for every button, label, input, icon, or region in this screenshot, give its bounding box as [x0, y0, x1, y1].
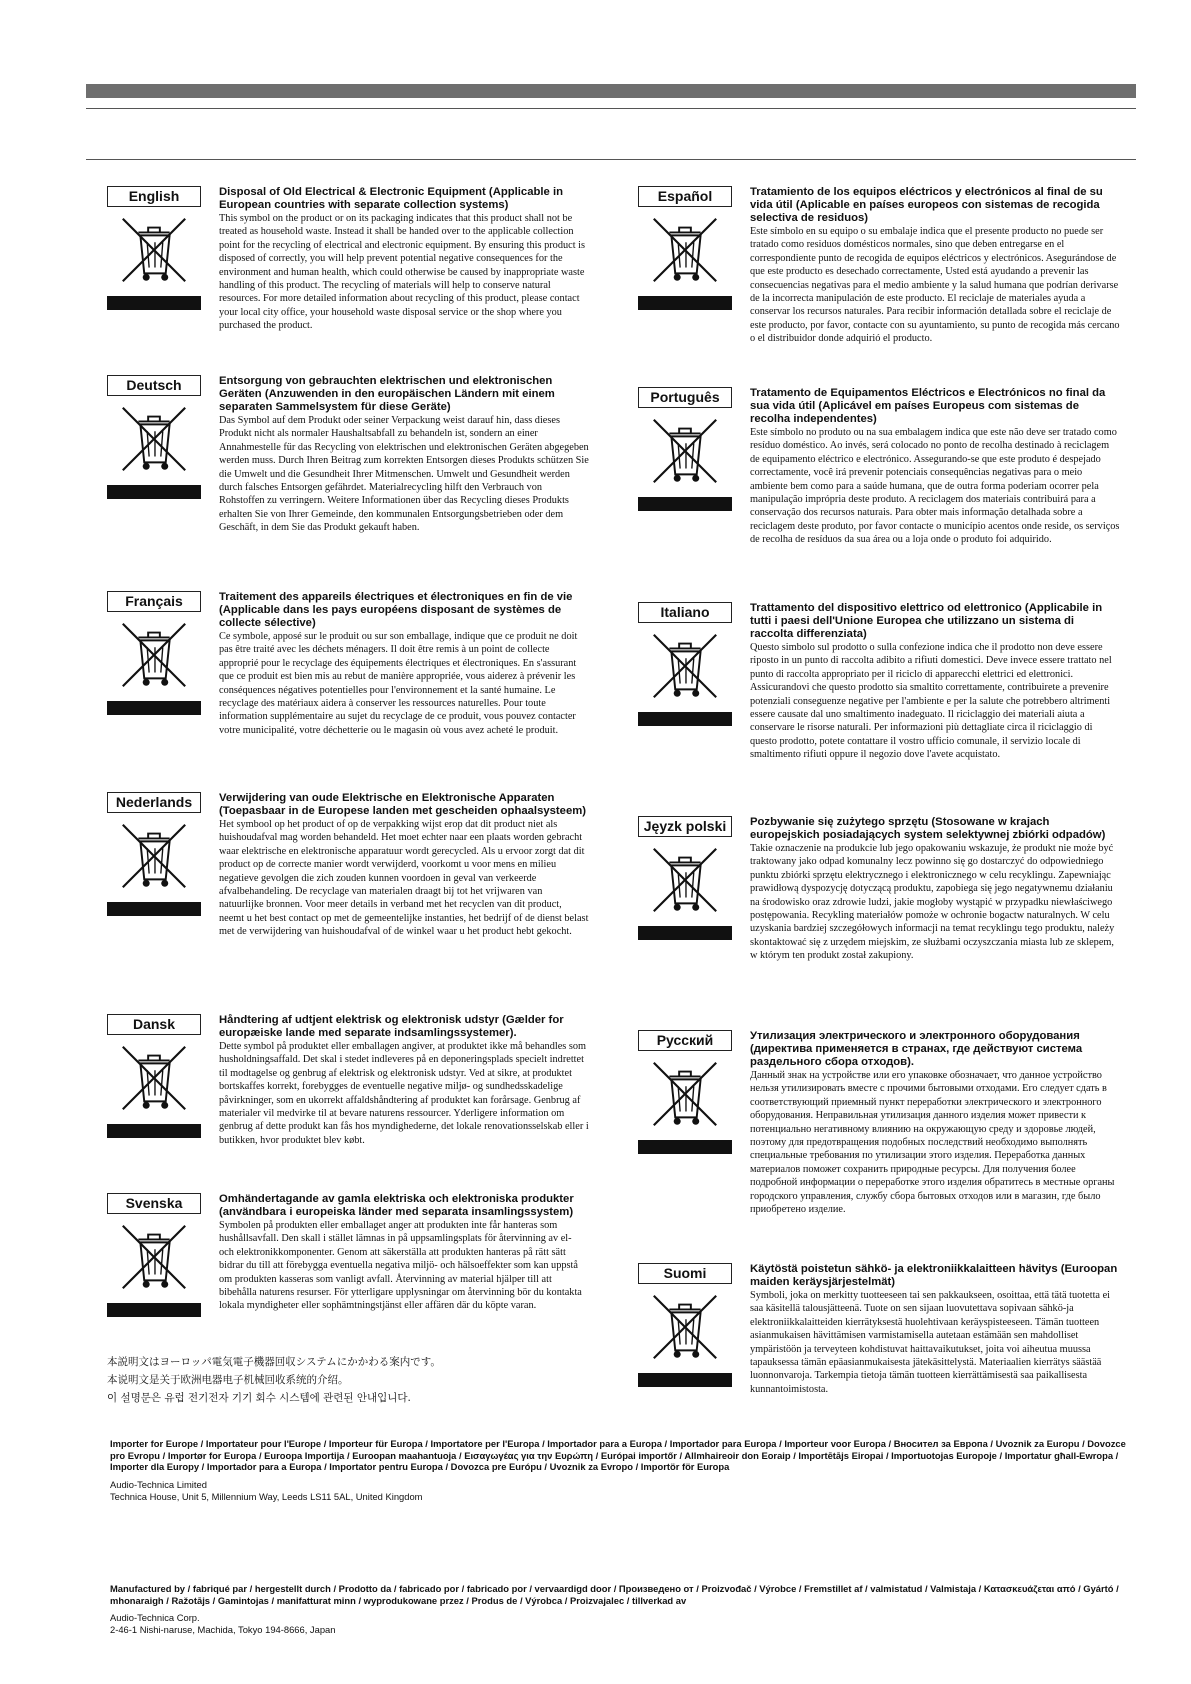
black-bar-symbol [638, 1373, 732, 1387]
entry-title: Утилизация электрического и электронного оборудования (директива применяется в странах, где действуют система раздельного сбора отходов). [750, 1030, 1083, 1068]
importer-section [110, 1438, 1140, 1503]
crossed-out-wheelie-bin-icon [646, 627, 724, 705]
japanese-notice: 本説明文はヨーロッパ電気電子機器回収システムにかかわる案内です。 [107, 1356, 441, 1368]
language-label: Italiano [638, 602, 732, 623]
language-label: Español [638, 186, 732, 207]
entry-body: Das Symbol auf dem Produkt oder seiner Verpackung weist darauf hin, dass dieses Produkt nicht als normaler Haushaltsabfall zu behandeln ist, sondern an einer Annahmestelle für das Recycling von elektrischen und elektronischen Geräten abgegeben werden muss. Durch Ihren Beitrag zum korrekten Entsorgen dieses Produkts schützen Sie die Umwelt und die Gesundheit Ihrer Mitmenschen. Umwelt und Gesundheit werden durch falsches Entsorgen gefährdet. Materialrecycling hilft den Verbrauch von Rohstoffen zu verringern. Weitere Informationen über das Recycling dieses Produkts erhalten Sie von Ihrer Gemeinde, den kommunalen Entsorgungsbetrieben oder dem Geschäft, in dem Sie das Produkt gekauft haben. [219, 415, 589, 534]
entry-body: Takie oznaczenie na produkcie lub jego opakowaniu wskazuje, że produkt nie może być traktowany jako odpad komunalny lecz powinno się go dostarczyć do odpowiedniego punktu zbiórki sprzętu elektrycznego i elektronicznego w celu recyklingu. Zapewniając prawidłową dyspozycję dotyczącą produktu, zapobiega się jego negatywnemu działaniu na środowisko oraz zdrowie ludzi, jakie mogłoby wystąpić w przypadku niewłaściwego postępowania. Recykling materiałów pomoże w ochronie bogactw naturalnych. W celu uzyskania bardziej szczegółowych informacji na temat recyklingu tego produktu, należy skontaktować się z urzędem miejskim, ze służbami oczyszczania miasta lub ze sklepem, w którym ten produkt został zakupiony. [750, 843, 1115, 962]
black-bar-symbol [638, 497, 732, 511]
entry-text [750, 602, 1120, 762]
entry-title: Trattamento del dispositivo elettrico od elettronico (Applicabile in tutti i paesi dell'Unione Europea che utilizzano un sistema di raccolta differenziata) [750, 602, 1103, 640]
manufacturer-company: Audio-Technica Corp. [110, 1612, 200, 1624]
language-label: Svenska [107, 1193, 201, 1214]
entry-body: Het symbool op het product of op de verpakking wijst erop dat dit product niet als huishoudafval mag worden behandeld. Het moet echter naar een plaats worden gebracht waar elektrische en elektronische apparatuur wordt gerecycled. Als u ervoor zorgt dat dit product op de correcte manier wordt verwijderd, voorkomt u voor mens en milieu negatieve gevolgen die zich zouden kunnen voordoen in geval van verkeerde afvalbehandeling. De recyclage van materialen draagt bij tot het vrijwaren van natuurlijke bronnen. Voor meer details in verband met het recyclen van dit product, neemt u het best contact op met de gemeentelijke instanties, het bedrijf of de dienst belast met de verwijdering van huishoudafval of de winkel waar u het product hebt gekocht. [219, 819, 589, 938]
language-label: Português [638, 387, 732, 408]
crossed-out-wheelie-bin-icon [646, 1055, 724, 1133]
language-label: Deutsch [107, 375, 201, 396]
weee-entry [107, 1014, 589, 1147]
manufacturer-heading: Manufactured by / fabriqué par / hergestellt durch / Prodotto da / fabricado por / fabricado por / vervaardigd door / Произведено от / Proizvođač / Výrobce / Fremstillet af / valmistatud / Valmistaja / Κατασκευάζεται από / Gyártó / mhonaraigh / Ražotājs / Gamintojas / manifatturat minn / wyprodukowane przez / Produs de / Výrobca / Proizvajalec / tillverkad av [110, 1583, 1119, 1606]
entry-text [750, 186, 1120, 346]
entry-text [750, 387, 1120, 547]
entry-body: Este símbolo en su equipo o su embalaje indica que el presente producto no puede ser tratado como residuos domésticos normales, sino que deben entregarse en el correspondiente punto de recogida de equipos eléctricos y electrónicos. Asegurándose de que este producto es desechado correctamente, Usted está ayudando a prevenir las consecuencias negativas para el medio ambiente y la salud humana que podrían derivarse de la incorrecta manipulación de este producto. El reciclaje de materiales ayuda a conservar los recursos naturales. Para recibir información detallada sobre el reciclaje de este producto, por favor, contacte con su ayuntamiento, su punto de recogida más cercano o el distribuidor donde adquirió el producto. [750, 226, 1120, 345]
language-marker [107, 186, 201, 310]
black-bar-symbol [107, 296, 201, 310]
language-label: Jęyzk polski [638, 816, 732, 837]
entry-title: Håndtering af udtjent elektrisk og elektronisk udstyr (Gælder for europæiske lande med separate indsamlingssystemer). [219, 1014, 564, 1039]
entry-title: Entsorgung von gebrauchten elektrischen und elektronischen Geräten (Anzuwenden in den europäischen Ländern mit einem separaten Sammelsystem für diese Geräte) [219, 375, 555, 413]
weee-entry [107, 792, 589, 939]
language-marker [107, 375, 201, 499]
crossed-out-wheelie-bin-icon [646, 412, 724, 490]
language-label: Русский [638, 1030, 732, 1051]
language-marker [638, 602, 732, 726]
entry-body: This symbol on the product or on its packaging indicates that this product shall not be treated as household waste. Instead it shall be handed over to the applicable collection point for the recycling of electrical and electronic equipment. By ensuring this product is disposed of correctly, you will help prevent potential negative consequences for the environment and human health, which could otherwise be caused by inappropriate waste handling of this product. The recycling of materials will help to conserve natural resources. For more detailed information about recycling of this product, please contact your local city office, your household waste disposal service or the shop where you purchased the product. [219, 213, 585, 332]
crossed-out-wheelie-bin-icon [646, 1288, 724, 1366]
entry-body: Symboli, joka on merkitty tuotteeseen tai sen pakkaukseen, osoittaa, että tätä tuotetta ei saa käsitellä talousjätteenä. Tuote on sen sijaan luovutettava sopivaan sähkö-ja elektroniikkalaitteiden kierrätyksestä huolehtivaan keräyspisteeseen. Tämän tuotteen asianmukaisen hävittämisen varmistamisella autetaan estämään sen mahdolliset ympäristöön ja terveyteen kohdistuvat haittavaikutukset, joita voi aiheutua muussa tapauksessa tämän epäasianmukaisesta jätekäsittelystä. Materiaalien kierrätys säästää luonnonvaroja. Tarkempia tietoja tämän tuotteen kierrättämisestä saa paikallisesta kunnantoimistosta. [750, 1290, 1111, 1395]
crossed-out-wheelie-bin-icon [115, 1218, 193, 1296]
korean-notice: 이 설명문은 유럽 전기전자 기기 회수 시스템에 관련된 안내입니다. [107, 1392, 411, 1404]
entry-title: Tratamento de Equipamentos Eléctricos e Electrónicos no final da sua vida útil (Aplicável em países Europeus com sistemas de recolha independentes) [750, 387, 1106, 425]
weee-entry [638, 602, 1120, 762]
manufacturer-section [110, 1583, 1140, 1636]
language-marker [638, 1263, 732, 1387]
black-bar-symbol [638, 712, 732, 726]
entry-title: Omhändertagande av gamla elektriska och elektroniska produkter (användbara i europeiska länder med separata insamlingssystem) [219, 1193, 574, 1218]
weee-entry [638, 387, 1120, 547]
entry-text [219, 186, 589, 333]
crossed-out-wheelie-bin-icon [115, 616, 193, 694]
weee-entry [638, 186, 1120, 346]
crossed-out-wheelie-bin-icon [646, 211, 724, 289]
weee-entry [638, 1030, 1120, 1216]
manufacturer-address: 2-46-1 Nishi-naruse, Machida, Tokyo 194-8666, Japan [110, 1624, 336, 1636]
entry-text [750, 1263, 1120, 1396]
importer-company: Audio-Technica Limited [110, 1478, 207, 1490]
entry-text [219, 1014, 589, 1147]
entry-body: Dette symbol på produktet eller emballagen angiver, at produktet ikke må behandles som husholdningsaffald. Det skal i stedet indleveres på en deponeringsplads specielt indrettet til modtagelse og genbrug af elektrisk og elektronisk udstyr. Ved at sikre, at produktet bortskaffes korrekt, forebygges de eventuelle negative miljø- og sundhedsskadelige påvirkninger, som en ukorrekt affaldshåndtering af produktet kan forårsage. Genbrug af materialer vil medvirke til at bevare naturens ressourcer. Yderligere information om genbrug af dette produkt kan fås hos myndighederne, det lokale renovationsselskab eller i butikken, hvor produktet blev købt. [219, 1041, 589, 1146]
weee-entry [107, 375, 589, 535]
entry-text [219, 1193, 589, 1313]
header-rule [86, 108, 1136, 109]
black-bar-symbol [107, 485, 201, 499]
language-label: English [107, 186, 201, 207]
chinese-notice: 本说明文是关于欧洲电器电子机械回收系统的介绍。 [107, 1374, 349, 1386]
language-label: Dansk [107, 1014, 201, 1035]
weee-entry [107, 1193, 589, 1313]
weee-entry [107, 591, 589, 737]
language-marker [107, 1014, 201, 1138]
black-bar-symbol [107, 701, 201, 715]
weee-entry [107, 186, 589, 333]
entry-text [750, 816, 1120, 963]
entry-body: Este símbolo no produto ou na sua embalagem indica que este não deve ser tratado como resíduo doméstico. Ao invés, será colocado no ponto de recolha destinado à reciclagem de equipamento eléctrico e electrónico. Assegurando-se que este produto é despejado correctamente, você irá prevenir potenciais consequências negativas para o meio ambiente bem como para a saúde humana, que de outra forma poderiam ocorrer pela manipulação imprópria deste produto. A reciclagem dos materiais contribuirá para a conservação dos recursos naturais. Para obter mais informação detalhada sobre a reciclagem deste produto, por favor contacte o município acentos onde reside, os serviços de recolha de resíduos da sua área ou a loja onde o produto foi adquirido. [750, 427, 1120, 546]
entry-title: Disposal of Old Electrical & Electronic Equipment (Applicable in European countries with separate collection systems) [219, 186, 563, 211]
entry-title: Tratamiento de los equipos eléctricos y electrónicos al final de su vida útil (Aplicable en países europeos con sistemas de recogida selectiva de residuos) [750, 186, 1103, 224]
language-marker [638, 1030, 732, 1154]
language-label: Nederlands [107, 792, 201, 813]
crossed-out-wheelie-bin-icon [115, 1039, 193, 1117]
crossed-out-wheelie-bin-icon [646, 841, 724, 919]
section-rule [86, 159, 1136, 160]
entry-body: Ce symbole, apposé sur le produit ou sur son emballage, indique que ce produit ne doit pas être traité avec les déchets ménagers. Il doit être remis à un point de collecte approprié pour le recyclage des équipements électriques et électroniques. En s'assurant que ce produit est bien mis au rebut de manière appropriée, vous aiderez à prévenir les conséquences négatives potentielles pour l'environnement et la santé humaine. Le recyclage des matériaux aidera à conserver les ressources naturelles. Pour toute information supplémentaire au sujet du recyclage de ce produit, vous pouvez contacter votre municipalité, votre déchetterie ou le magasin où vous avez acheté le produit. [219, 631, 578, 736]
importer-address: Technica House, Unit 5, Millennium Way, Leeds LS11 5AL, United Kingdom [110, 1490, 423, 1502]
entry-title: Verwijdering van oude Elektrische en Elektronische Apparaten (Toepasbaar in de Europese landen met gescheiden ophaalsysteem) [219, 792, 587, 817]
black-bar-symbol [638, 1140, 732, 1154]
language-marker [638, 186, 732, 310]
asian-notice [107, 1353, 441, 1407]
entry-body: Данный знак на устройстве или его упаковке обозначает, что данное устройство нельзя утилизировать вместе с прочими бытовыми отходами. Его следует сдать в соответствующий приемный пункт переработки электрического и электронного оборудования. Неправильная утилизация данного изделия может привести к потенциально негативному влиянию на окружающую среду и здоровье людей, поэтому для предотвращения подобных последствий необходимо выполнять специальные требования по утилизации этого изделия. Переработка данных материалов поможет сохранить природные ресурсы. Для получения более подробной информации о переработке этого изделия обратитесь в местные органы городского управления, службу сбора бытовых отходов или в магазин, где было приобретено изделие. [750, 1070, 1115, 1216]
language-marker [638, 387, 732, 511]
language-marker [107, 792, 201, 916]
importer-heading: Importer for Europe / Importateur pour l'Europe / Importeur für Europa / Importatore per l'Europa / Importador para a Europa / Importador para Europa / Importeur voor Europa / Вносител за Европа / Uvoznik za Europu / Dovozce pro Evropu / Importør for Europa / Euroopa Importija / Euroopan maahantuoja / Εισαγωγέας για την Ευρώπη / Európai importőr / Allmhaireoir don Eoraip / Importētājs Eiropai / Importuotojas Europoje / Importatur għall-Ewropa / Importer dla Europy / Importador para a Europa / Importator pentru Europa / Dovozca pre Európu / Uvoznik za Evropo / Importör för Europa [110, 1438, 1126, 1473]
entry-text [219, 375, 589, 535]
entry-title: Pozbywanie się zużytego sprzętu (Stosowane w krajach europejskich posiadających system selektywnej zbiórki odpadów) [750, 816, 1106, 841]
entry-body: Symbolen på produkten eller emballaget anger att produkten inte får hanteras som hushållsavfall. Den skall i stället lämnas in på uppsamlingsplats för återvinning av el- och elektronikkomponenter. Genom att säkerställa att produkten hanteras på rätt sätt bidrar du till att förebygga eventuella negativa miljö- och hälsoeffekter som kan uppstå om produkten kasseras som vanligt avfall. Återvinning av material hjälper till att bibehålla naturens resurser. För ytterligare upplysningar om återvinning bör du kontakta lokala myndigheter eller sophämtningstjänst eller affären där du köpte varan. [219, 1220, 582, 1312]
weee-entry [638, 1263, 1120, 1396]
entry-text [219, 792, 589, 939]
crossed-out-wheelie-bin-icon [115, 211, 193, 289]
language-label: Suomi [638, 1263, 732, 1284]
entry-text [750, 1030, 1120, 1216]
header-bar [86, 84, 1136, 98]
language-marker [638, 816, 732, 940]
crossed-out-wheelie-bin-icon [115, 817, 193, 895]
entry-title: Käytöstä poistetun sähkö- ja elektroniikkalaitteen hävitys (Euroopan maiden keräysjärjestelmät) [750, 1263, 1118, 1288]
black-bar-symbol [107, 1303, 201, 1317]
black-bar-symbol [107, 902, 201, 916]
language-marker [107, 1193, 201, 1317]
entry-body: Questo simbolo sul prodotto o sulla confezione indica che il prodotto non deve essere riposto in un punto di raccolta adibito a rifiuti domestici. Deve invece essere trattato nel punto di raccolta appropriato per il riciclo di apparecchi elettrici ed elettronici. Assicurandovi che questo prodotto sia smaltito correttamente, contribuirete a prevenire potenziali conseguenze negative per l'ambiente e per la salute che potrebbero altrimenti essere causate dal uno smaltimento inadeguato. Il riciclaggio dei materiali aiuta a conservare le risorse naturali. Per informazioni più dettagliate circa il riciclaggio di questo prodotto, potete contattare il vostro ufficio comunale, il servizio locale di smaltimento rifiuti oppure il negozio dove l'avete acquistato. [750, 642, 1112, 761]
language-label: Français [107, 591, 201, 612]
weee-entry [638, 816, 1120, 963]
entry-title: Traitement des appareils électriques et électroniques en fin de vie (Applicable dans les pays européens disposant de systèmes de collecte sélective) [219, 591, 573, 629]
black-bar-symbol [638, 926, 732, 940]
black-bar-symbol [638, 296, 732, 310]
black-bar-symbol [107, 1124, 201, 1138]
language-marker [107, 591, 201, 715]
entry-text [219, 591, 589, 737]
crossed-out-wheelie-bin-icon [115, 400, 193, 478]
